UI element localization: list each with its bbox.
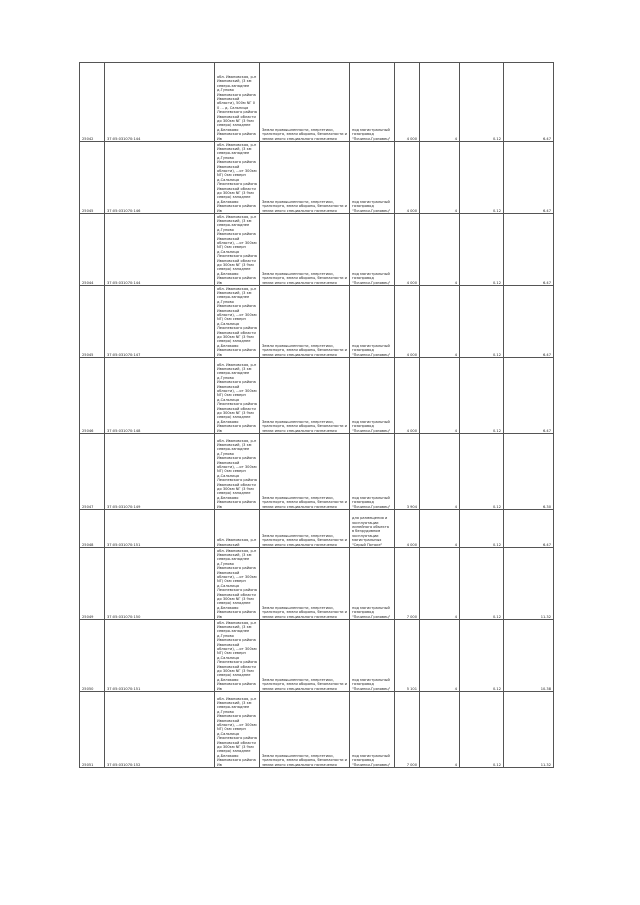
land-category-cell: Земли промышленности, энергетики, транспорта, земли обороны, безопасности и земли иного специального назначения [260, 358, 350, 434]
coefficient-value-cell: 0.12 [460, 214, 504, 286]
coefficient-value-cell: 0.12 [460, 63, 504, 142]
address-cell: обл. Ивановская, р-н Ивановский, (3 км северо-западнее д.Гуново Ивановского района Ивановской области), ...от 300км NГ) 0км северн д.Сальница Лежневского района Ивановской области до 300км NГ (3 9км северо) западнее д.Беляково Ивановского района Ив [215, 142, 260, 214]
area-value-cell: 4 000 [395, 214, 420, 286]
amount-value-cell: 6.47 [504, 142, 554, 214]
land-category-cell: Земли промышленности, энергетики, транспорта, земли обороны, безопасности и земли иного специального назначения [260, 63, 350, 142]
amount-value-cell: 6.47 [504, 510, 554, 548]
address-cell: обл. Ивановская, р-н Ивановский, (3 км северо-западнее д.Гуново Ивановского района Ивановской области), ...от 300км NГ) 0км северн д.Сальница Лежневского района Ивановской области до 300км NГ (3 9км северо) западнее д.Беляково Ивановского района Ив [215, 548, 260, 620]
table-row [80, 63, 554, 142]
land-category-cell: Земли промышленности, энергетики, транспорта, земли обороны, безопасности и земли иного специального назначения [260, 620, 350, 692]
rate-value-cell: 4 [420, 358, 460, 434]
area-value-cell: 7 000 [395, 692, 420, 768]
address-cell: обл. Ивановская, р-н Ивановский, (3 км северо-западнее д.Гуново Ивановского района Ивановской области), ...от 300км NГ) 0км северн д.Сальница Лежневского района Ивановской области до 300км NГ (3 9км северо) западнее д.Беляково Ивановского района Ив [215, 214, 260, 286]
coefficient-value-cell: 0.12 [460, 434, 504, 510]
address-cell: обл. Ивановская, р-н Ивановский, (3 км северо-западнее д.Гуново Ивановского района Ивановской области), 500м NГ 0 0 ... д. Сальница Лежневского района Ивановской области до 300км NГ (3 9км северо) западнее д.Беляково Ивановского района Ив [215, 63, 260, 142]
permitted-use-cell: под магистральный газопровод "Починки-Грязовец" [350, 286, 395, 358]
rate-value-cell: 4 [420, 510, 460, 548]
row-number-cell: 25045 [80, 142, 105, 214]
address-cell: обл. Ивановская, р-н Ивановский, (3 км северо-западнее д.Гуново Ивановского района Ивановской области), ...от 300км NГ) 0км северн д.Сальница Лежневского района Ивановской области до 300км NГ (3 9км северо) западнее д.Беляково Ивановского района Ив [215, 358, 260, 434]
address-cell: обл. Ивановская, р-н Ивановский [215, 510, 260, 548]
row-number-cell: 25046 [80, 358, 105, 434]
land-category-cell: Земли промышленности, энергетики, транспорта, земли обороны, безопасности и земли иного специального назначения [260, 214, 350, 286]
amount-value-cell: 6.47 [504, 358, 554, 434]
area-value-cell: 4 000 [395, 510, 420, 548]
cadastral-number-cell: 37:05:031070:151 [105, 510, 215, 548]
table-row [80, 692, 554, 768]
row-number-cell: 25045 [80, 286, 105, 358]
land-category-cell: Земли промышленности, энергетики, транспорта, земли обороны, безопасности и земли иного специального назначения [260, 692, 350, 768]
amount-value-cell: 10.38 [504, 620, 554, 692]
cadastral-number-cell: 37:05:031070:144 [105, 214, 215, 286]
permitted-use-cell: под магистральный газопровод "Починки-Грязовец" [350, 63, 395, 142]
amount-value-cell: 11.32 [504, 548, 554, 620]
area-value-cell: 4 000 [395, 286, 420, 358]
table-row [80, 434, 554, 510]
address-cell: обл. Ивановская, р-н Ивановский, (3 км северо-западнее д.Гуново Ивановского района Ивановской области), ...от 300км NГ) 0км северн д.Сальница Лежневского района Ивановской области до 300км NГ (3 9км северо) западнее д.Беляково Ивановского района Ив [215, 434, 260, 510]
cadastral-number-cell: 37:05:031070:148 [105, 358, 215, 434]
land-category-cell: Земли промышленности, энергетики, транспорта, земли обороны, безопасности и земли иного специального назначения [260, 434, 350, 510]
rate-value-cell: 4 [420, 63, 460, 142]
cadastral-number-cell: 37:05:031070:152 [105, 692, 215, 768]
table-row [80, 214, 554, 286]
permitted-use-cell: под магистральный газопровод "Починки-Грязовец" [350, 620, 395, 692]
permitted-use-cell: под магистральный газопровод "Починки-Грязовец" [350, 358, 395, 434]
table-row [80, 142, 554, 214]
permitted-use-cell: для размещения и эксплуатации линейного объекта в безрудивном эксплуатации магистральных "Серый Потоке" [350, 510, 395, 548]
coefficient-value-cell: 0.12 [460, 286, 504, 358]
coefficient-value-cell: 0.12 [460, 358, 504, 434]
cadastral-number-cell: 37:05:031070:151 [105, 620, 215, 692]
address-cell: обл. Ивановская, р-н Ивановский, (3 км северо-западнее д.Гуново Ивановского района Ивановской области), ...от 300км NГ) 0км северн д.Сальница Лежневского района Ивановской области до 300км NГ (3 9км северо) западнее д.Беляково Ивановского района Ив [215, 692, 260, 768]
amount-value-cell: 11.32 [504, 692, 554, 768]
amount-value-cell: 6.47 [504, 286, 554, 358]
permitted-use-cell: под магистральный газопровод "Починки-Грязовец" [350, 214, 395, 286]
permitted-use-cell: под магистральный газопровод "Починки-Грязовец" [350, 434, 395, 510]
coefficient-value-cell: 0.12 [460, 548, 504, 620]
land-plots-table [79, 62, 554, 768]
permitted-use-cell: под магистральный газопровод "Починки-Грязовец" [350, 692, 395, 768]
table-row [80, 286, 554, 358]
row-number-cell: 25049 [80, 548, 105, 620]
row-number-cell: 25051 [80, 692, 105, 768]
table-row [80, 510, 554, 548]
rate-value-cell: 4 [420, 620, 460, 692]
coefficient-value-cell: 0.12 [460, 142, 504, 214]
permitted-use-cell: под магистральный газопровод "Починки-Грязовец" [350, 142, 395, 214]
row-number-cell: 25047 [80, 434, 105, 510]
address-cell: обл. Ивановская, р-н Ивановский, (3 км северо-западнее д.Гуново Ивановского района Ивановской области), ...от 300км NГ) 0км северн д.Сальница Лежневского района Ивановской области до 300км NГ (3 9км северо) западнее д.Беляково Ивановского района Ив [215, 286, 260, 358]
land-category-cell: Земли промышленности, энергетики, транспорта, земли обороны, безопасности и земли иного специального назначения [260, 548, 350, 620]
cadastral-number-cell: 37:05:031070:146 [105, 142, 215, 214]
area-value-cell: 7 000 [395, 548, 420, 620]
rate-value-cell: 4 [420, 434, 460, 510]
land-category-cell: Земли промышленности, энергетики, транспорта, земли обороны, безопасности и земли иного специального назначения [260, 510, 350, 548]
amount-value-cell: 6.47 [504, 63, 554, 142]
cadastral-number-cell: 37:05:031070:147 [105, 286, 215, 358]
permitted-use-cell: под магистральный газопровод "Починки-Грязовец" [350, 548, 395, 620]
table-row [80, 548, 554, 620]
rate-value-cell: 4 [420, 142, 460, 214]
table-row [80, 358, 554, 434]
amount-value-cell: 6.47 [504, 214, 554, 286]
land-category-cell: Земли промышленности, энергетики, транспорта, земли обороны, безопасности и земли иного специального назначения [260, 142, 350, 214]
rate-value-cell: 4 [420, 548, 460, 620]
rate-value-cell: 4 [420, 214, 460, 286]
area-value-cell: 3 904 [395, 434, 420, 510]
area-value-cell: 4 000 [395, 142, 420, 214]
rate-value-cell: 4 [420, 692, 460, 768]
cadastral-number-cell: 37:05:031070:144 [105, 63, 215, 142]
area-value-cell: 4 000 [395, 358, 420, 434]
cadastral-number-cell: 37:05:031070:149 [105, 434, 215, 510]
area-value-cell: 4 000 [395, 63, 420, 142]
coefficient-value-cell: 0.12 [460, 510, 504, 548]
land-category-cell: Земли промышленности, энергетики, транспорта, земли обороны, безопасности и земли иного специального назначения [260, 286, 350, 358]
cadastral-number-cell: 37:05:031070:150 [105, 548, 215, 620]
coefficient-value-cell: 0.12 [460, 620, 504, 692]
area-value-cell: 5 101 [395, 620, 420, 692]
amount-value-cell: 6.30 [504, 434, 554, 510]
table-body [80, 63, 554, 768]
row-number-cell: 25048 [80, 510, 105, 548]
table-row [80, 620, 554, 692]
row-number-cell: 25050 [80, 620, 105, 692]
row-number-cell: 25042 [80, 63, 105, 142]
coefficient-value-cell: 0.12 [460, 692, 504, 768]
rate-value-cell: 4 [420, 286, 460, 358]
row-number-cell: 25044 [80, 214, 105, 286]
address-cell: обл. Ивановская, р-н Ивановский, (3 км северо-западнее д.Гуново Ивановского района Ивановской области), ...от 300км NГ) 0км северн д.Сальница Лежневского района Ивановской области до 300км NГ (3 9км северо) западнее д.Беляково Ивановского района Ив [215, 620, 260, 692]
